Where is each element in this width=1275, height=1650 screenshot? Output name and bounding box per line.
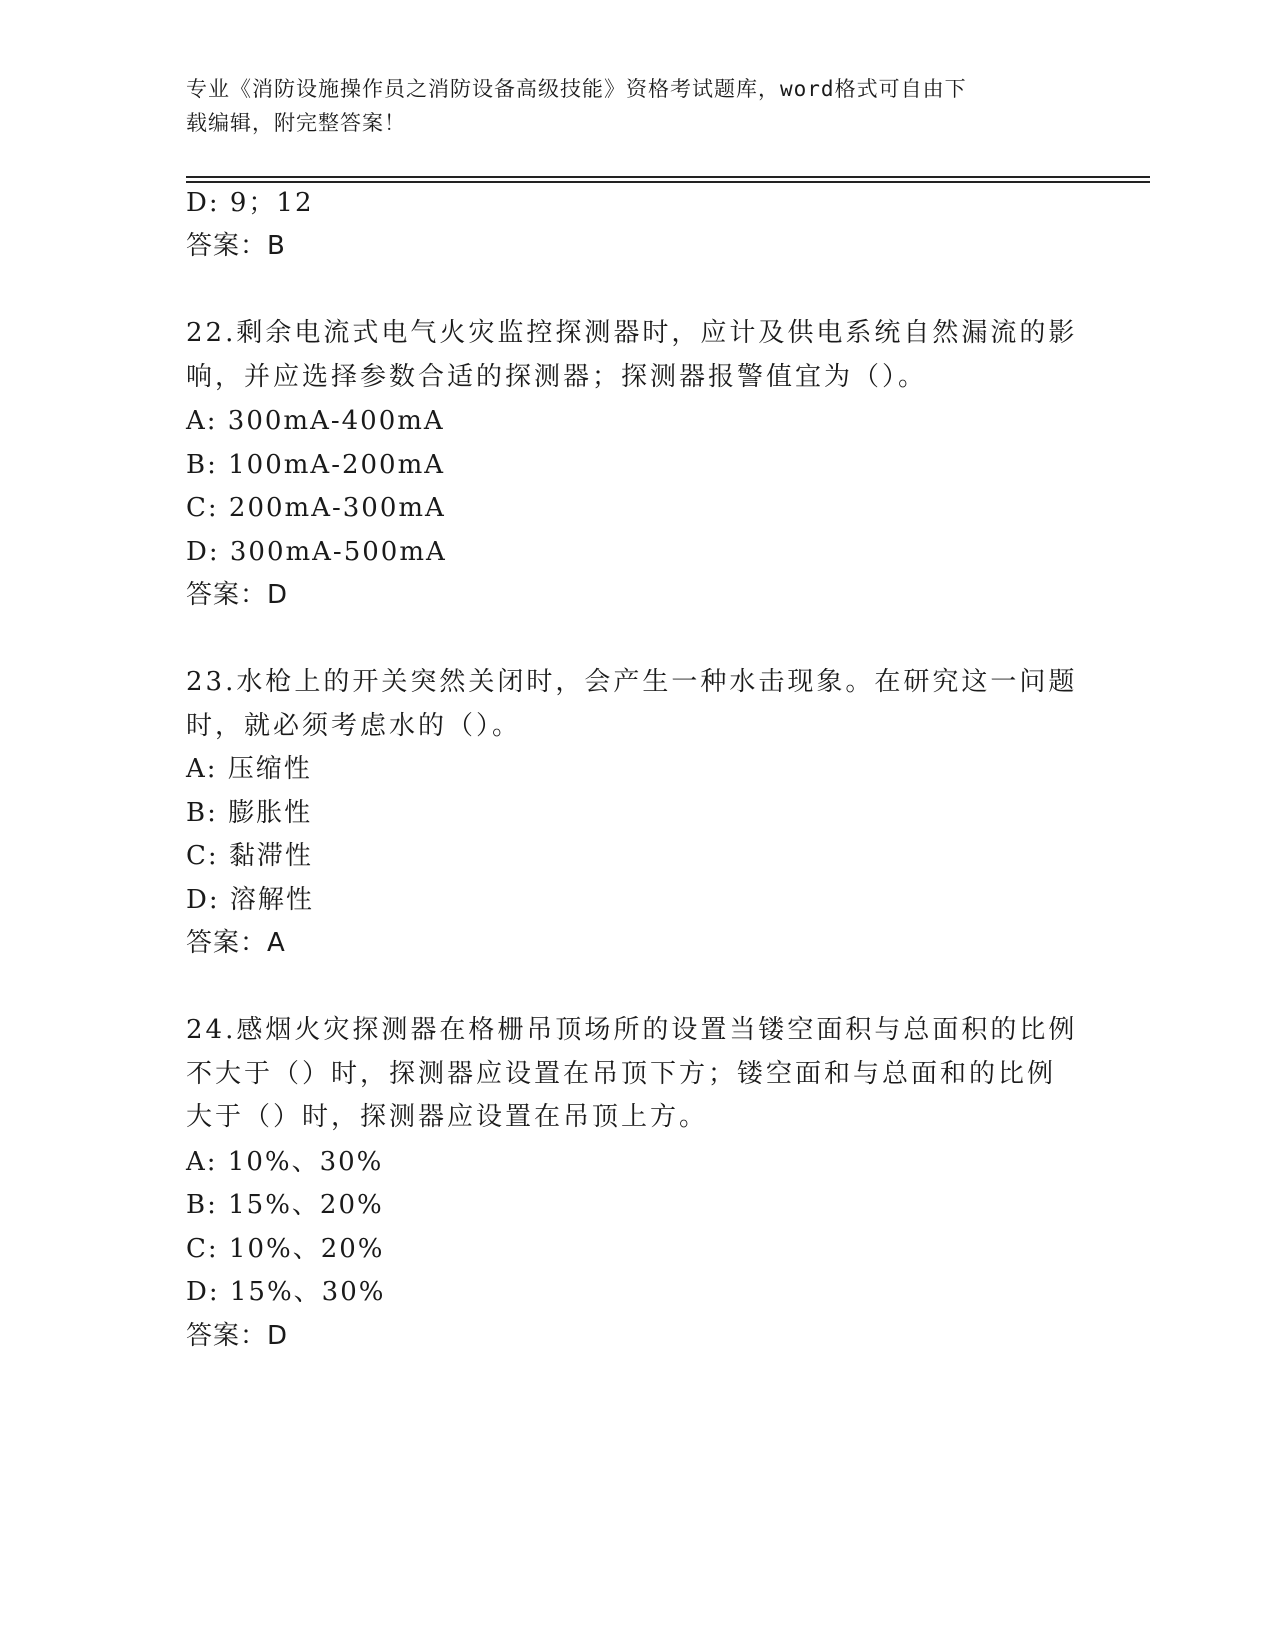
document-header [186, 72, 1066, 140]
q23-option-a: A: 压缩性 [186, 754, 312, 784]
q22-option-b: B: 100mA-200mA [186, 450, 446, 480]
header-line-2: 载编辑，附完整答案！ [186, 111, 406, 135]
q24-option-c: C: 10%、20% [186, 1234, 385, 1264]
q23-stem-line-2: 时，就必须考虑水的（）。 [186, 711, 522, 741]
q24-stem-line-2: 不大于（）时，探测器应设置在吊顶下方；镂空面和与总面和的比例 [186, 1059, 1057, 1089]
q24-answer: 答案：D [186, 1321, 289, 1351]
q22-answer: 答案：D [186, 580, 289, 610]
q23-option-b: B: 膨胀性 [186, 798, 313, 828]
prev-option-d: D: 9；12 [186, 188, 314, 218]
q22-option-c: C: 200mA-300mA [186, 493, 446, 523]
q23-answer: 答案：A [186, 928, 286, 958]
q24-option-d: D: 15%、30% [186, 1277, 386, 1307]
q23-stem-line-1: 23.水枪上的开关突然关闭时，会产生一种水击现象。在研究这一问题 [186, 667, 1078, 697]
q22-option-d: D: 300mA-500mA [186, 537, 447, 567]
q23-option-d: D: 溶解性 [186, 885, 314, 915]
q24-option-a: A: 10%、30% [186, 1147, 384, 1177]
q24-stem-line-1: 24.感烟火灾探测器在格栅吊顶场所的设置当镂空面积与总面积的比例 [186, 1015, 1078, 1045]
header-line-1: 专业《消防设施操作员之消防设备高级技能》资格考试题库，word格式可自由下 [186, 77, 967, 101]
q24-option-b: B: 15%、20% [186, 1190, 384, 1220]
q22-option-a: A: 300mA-400mA [186, 406, 445, 436]
header-divider-top [186, 176, 1150, 178]
q22-stem-line-2: 响，并应选择参数合适的探测器；探测器报警值宜为（）。 [186, 362, 928, 392]
header-divider-bottom [186, 181, 1150, 183]
q24-stem-line-3: 大于（）时，探测器应设置在吊顶上方。 [186, 1102, 709, 1132]
prev-answer: 答案：B [186, 231, 286, 261]
q23-option-c: C: 黏滞性 [186, 841, 313, 871]
q22-stem-line-1: 22.剩余电流式电气火灾监控探测器时，应计及供电系统自然漏流的影 [186, 318, 1078, 348]
